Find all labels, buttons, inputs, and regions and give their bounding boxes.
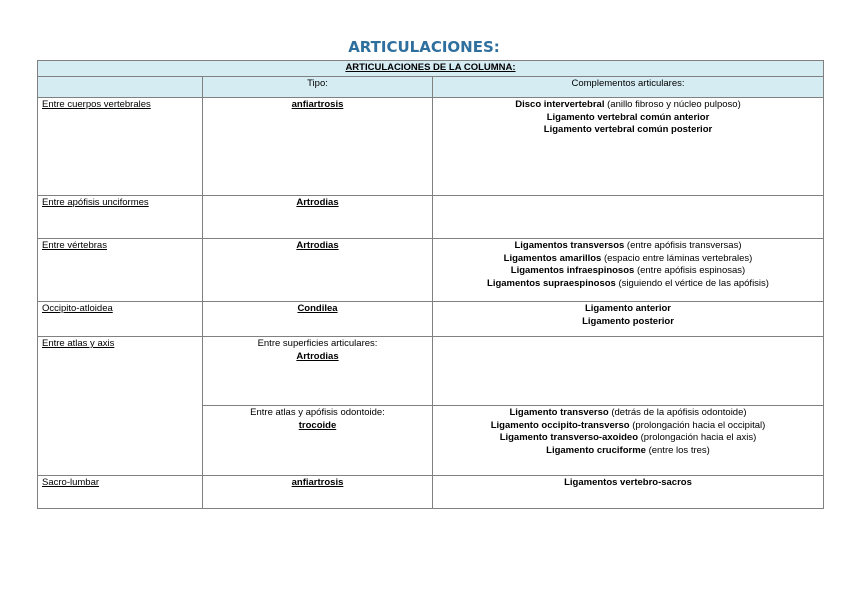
header-tipo: Tipo:	[203, 77, 433, 98]
table-row	[38, 98, 824, 196]
tipo-value: trocoide	[298, 419, 337, 431]
complemento-line: Ligamentos transversos (entre apófisis transversas)	[514, 240, 742, 251]
table-row	[38, 196, 824, 239]
tipo-value: Artrodias	[296, 350, 339, 362]
row-tipo: Artrodias	[203, 239, 433, 302]
header-col1	[38, 77, 203, 98]
row-name: Entre cuerpos vertebrales	[38, 98, 203, 196]
row-complementos	[433, 337, 824, 406]
row-tipo: anfiartrosis	[203, 476, 433, 509]
column-header-row	[38, 77, 824, 98]
table-row	[38, 302, 824, 337]
complemento-line: Disco intervertebral (anillo fibroso y núcleo pulposo)	[515, 99, 741, 110]
row-complementos	[433, 196, 824, 239]
row-name: Entre vértebras	[38, 239, 203, 302]
complemento-line: Ligamento occipito-transverso (prolongación hacia el occipital)	[490, 419, 766, 431]
complemento-line: Ligamento transverso-axoideo (prolongación hacia el axis)	[499, 432, 757, 443]
row-name: Entre apófisis unciformes	[38, 196, 203, 239]
complemento-line: Ligamentos vertebro-sacros	[564, 477, 692, 488]
section-header-row	[38, 61, 824, 77]
row-complementos	[433, 302, 824, 337]
table-row	[38, 337, 824, 406]
complemento-line: Ligamentos amarillos (espacio entre láminas vertebrales)	[503, 252, 753, 264]
row-name: Occipito-atloidea	[38, 302, 203, 337]
table-row	[38, 239, 824, 302]
complemento-line: Ligamento vertebral común anterior	[546, 111, 710, 123]
table-row	[38, 476, 824, 509]
row-name: Sacro-lumbar	[38, 476, 203, 509]
complemento-line: Ligamento posterior	[582, 315, 674, 327]
section-header: ARTICULACIONES DE LA COLUMNA:	[38, 61, 824, 77]
complemento-line: Ligamentos infraespinosos (entre apófisis espinosas)	[510, 265, 746, 276]
complemento-line: Ligamento cruciforme (entre los tres)	[546, 444, 710, 456]
complemento-line: Ligamento vertebral común posterior	[543, 124, 713, 135]
articulaciones-table	[37, 60, 824, 509]
complemento-line: Ligamentos supraespinosos (siguiendo el vértice de las apófisis)	[487, 277, 769, 289]
row-complementos	[433, 406, 824, 476]
complemento-line: Ligamento anterior	[584, 303, 672, 314]
tipo-prefix: Entre superficies articulares:	[257, 338, 378, 349]
row-tipo: anfiartrosis	[203, 98, 433, 196]
row-name: Entre atlas y axis	[38, 337, 203, 476]
complemento-line: Ligamento transverso (detrás de la apófisis odontoide)	[509, 407, 747, 418]
header-complementos: Complementos articulares:	[433, 77, 824, 98]
row-tipo: Artrodias	[203, 196, 433, 239]
row-complementos	[433, 98, 824, 196]
row-complementos	[433, 239, 824, 302]
row-tipo	[203, 406, 433, 476]
tipo-prefix: Entre atlas y apófisis odontoide:	[250, 407, 385, 418]
row-tipo	[203, 337, 433, 406]
row-tipo: Condilea	[203, 302, 433, 337]
row-complementos	[433, 476, 824, 509]
page-title: ARTICULACIONES:	[348, 38, 500, 56]
